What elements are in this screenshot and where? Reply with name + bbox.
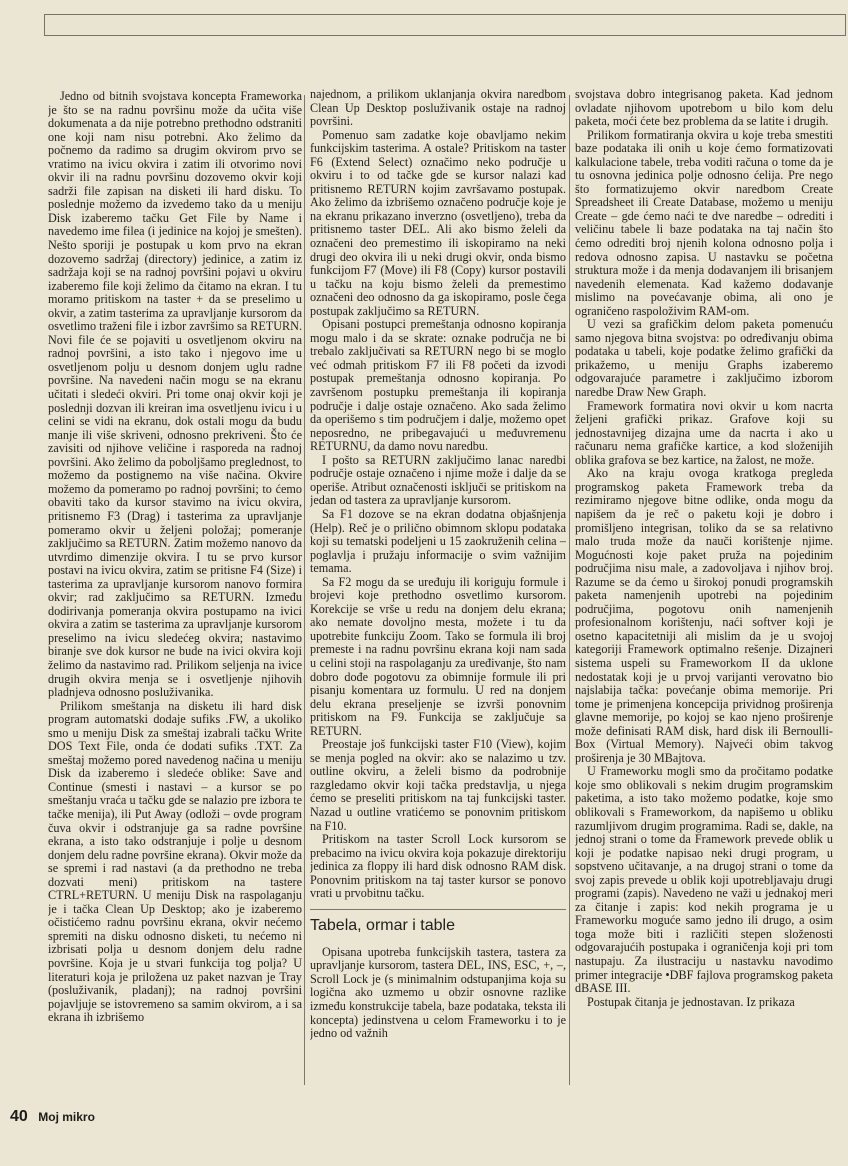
paragraph: Jedno od bitnih svojstava koncepta Frameworka je što se na radnu površinu može da učita više dokumenata a da nije potrebno prethodno odstraniti one koji nam nisu potrebni. Ako želimo da počnemo da radimo sa drugim okvirom prvo se vratimo na ivicu okvira i zatim ili otvorimo novi okvir ili na radnu površinu dozovemo okvir koji sadrži file zapisan na disketi ili hard disku. To poslednje možemo da izvedemo tako da u meniju Disk izaberemo tačku Get File by Name i navedemo ime filea (i jedinice na kojoj je smešten). Nešto sporiji je postupak u kom prvo na ekran dozovemo sadržaj (directory) jedinice, a zatim iz sadržaja koji se na radnoj površini pojavi u okviru izaberemo file koji želimo da čitamo na ekran. I tu moramo pritiskom na taster + da se preselimo u okvir, a zatim tasterima za upravljanje kursorom da osvetlimo traženi file i izbor završimo sa RETURN. Novi file će se pojaviti u osvetljenom okviru na radnoj površini, a isto tako i njegovo ime u osvetljenom polju u desnom donjem uglu radne površine. Na navedeni način mogu se na ekranu učitati i sledeći okviri. Pri tome onaj okvir koji je poslednji dozvan ili kreiran ima osvetljenu ivicu i u celini se vidi na ekranu, dok ostali mogu da budu manje ili više skriveni, odnosno prekriveni. Što će zavisiti od njihove veličine i rasporeda na radnoj površini. Ako želimo da poboljšamo preglednost, to možemo da postignemo na više načina. Okvire možemo da pomeramo po radnoj površini; to ćemo obaviti tako da kursor stavimo na ivicu okvira, pritisnemo F3 (Drag) i tasterima za upravljanje pomeramo okvir u željeni položaj; pomeranje zaključimo sa RETURN. Zatim možemo nanovo da utvrdimo dimenzije okvira. I tu se prvo kursor postavi na ivicu okvira, zatim se pritisne F4 (Size) i tasterima za upravljanje kursorom nanovo formira okvir; rad zaključimo sa RETURN. Između dodirivanja pomeranja okvira postupamo na ivici okvira a zatim se tasterima za upravljanje kursorom preselimo na ivicu sledećeg okvira; nastavimo biranje sve dok kursor ne bude na ivici okvira koji želimo da nastavimo rad. Prilikom seljenja na ivice drugih okvira menja se i osvetljenje njihovih pladnjeva odnosno posluživanika. <box>48 90 302 700</box>
paragraph: Opisana upotreba funkcijskih tastera, tastera za upravljanje kursorom, tastera DEL, INS, ESC, +, –, Scroll Lock je (s minimalnim odstupanjima koja su logična ako uzmemo u obzir osnovne razlike između konstrukcije tabela, baze podataka, teksta ili koncepta) jedinstvena u celom Frameworku i to je jedno od važnih <box>310 944 566 1041</box>
column-rule <box>569 95 570 1085</box>
paragraph: svojstava dobro integrisanog paketa. Kad jednom ovladate njihovom upotrebom u bilo kom delu paketa, moći ćete bez problema da se latite i drugih. <box>575 88 833 129</box>
paragraph: Prilikom formatiranja okvira u koje treba smestiti baze podataka ili onih u koje ćemo formatizovati kalkulacione tabele, treba voditi računa o tome da je tu osnovna jedinica polje odnosno ćelija. Pre nego što formatizujemo okvir naredbom Create Spreadsheet ili Create Database, možemo u meniju Create – gde ćemo naći te dve naredbe – odrediti i veličinu tabele li baze podataka na taj način što ćemo odrediti broj njenih kolona odnosno polja i redova odnosno zapisa. U nastavku se početna struktura može i da menja dodavanjem ili brisanjem navedenih elemenata. Kad kažemo dodavanje mislimo na povećavanje obima, ali ono je ograničeno raspoloživim RAM-om. <box>575 127 833 318</box>
paragraph: U vezi sa grafičkim delom paketa pomenuću samo njegova bitna svojstva: po određivanju obima podataka u tabeli, koje podatke želimo grafički da prikažemo, u meniju Graphs izaberemo odgovarajuće parametre i zaključimo izborom naredbe Draw New Graph. <box>575 317 833 400</box>
paragraph: Prilikom smeštanja na disketu ili hard disk program automatski dodaje sufiks .FW, a ukoliko smo u meniju Disk za smeštaj izabrali tačku Write DOS Text File, onda će dodati sufiks .TXT. Za smeštaj možemo pored navedenog načina u meniju Disk da izaberemo i sledeće oblike: Save and Continue (smesti i nastavi – a kursor se po smeštanju vraća u tačku gde se nalazio pre izbora te tačke menija), ili Put Away (odloži – ovde program čuva okvir i odstranjuje ga sa radne površine ekrana, a isto tako odstranjuje i polje u desnom donjem delu radne površine ekrana). Okvir može da se spremi i rad nastavi (a da prethodno ne treba dozvati meni) pritiskom na tastere CTRL+RETURN. U meniju Disk na raspolaganju je i tačka Clean Up Desktop; ako je izaberemo očistićemo radnu površinu ekrana, okvir nećemo spremiti na disku odnosno disketi, tu nećemo ni izbrisati polja u desnom donjem delu radne površine. Koja je u stvari funkcija tog polja? U literaturi koja je priložena uz paket nazvan je Tray (posluživanik, pladanj); na radnoj površini pojavljuje se istovremeno sa samim okvirom, a i sa ekrana ih izbrišemo <box>48 698 302 1025</box>
paragraph: Sa F2 mogu da se uređuju ili koriguju formule i brojevi koje prethodno osvetlimo kursorom. Korekcije se vrše u redu na donjem delu ekrana; ako nemate dovoljno mesta, možete i tu da upotrebite funkciju Zoom. Tako se formula ili broj premeste i na radnu površinu ekrana koji nam sada u celini stoji na raspolaganju za uređivanje, što nam dobro dođe pogotovu za obimnije formule ili pri pisanju komentara uz formulu. U red na donjem delu ekrana preseljenje se izvrši ponovnim pritiskom na F9. Funkcija se zaključuje sa RETURN. <box>310 574 566 738</box>
header-box <box>44 14 846 36</box>
column-1 <box>48 90 302 1098</box>
paragraph: Sa F1 dozove se na ekran dodatna objašnjenja (Help). Reč je o prilično obimnom sklopu podataka koji su tematski podeljeni u 15 zaokruženih celina – poglavlja i pružaju informacije o svim važnijim temama. <box>310 506 566 576</box>
paragraph: Postupak čitanja je jednostavan. Iz prikaza <box>587 994 795 1009</box>
paragraph: U Frameworku mogli smo da pročitamo podatke koje smo oblikovali s nekim drugim programskim paketima, a isto tako možemo podatke, koje smo oblikovali s Frameworkom, da napišemo u obliku razumljivom drugim programima. Radi se, dakle, na jednoj strani o tome da Framework prevede oblik u koji je podatke napisao neki drugi program, u sopstveno učitavanje, a na drugoj strani o tome da svoj zapis prevede u oblik koji upotrebljavaju drugi programi (zapis). Navedeno ne važi u jednakoj meri za čitanje i zapis: kod nekih programa je u Frameworku moguće samo jedno ili drugo, a osim toga može biti i različiti stepen složenosti odgovarajućih postupaka i ograničenja koji pri tom nastupaju. Za ilustraciju u nastavku navodimo primer integracije •DBF fajlova programskog paketa dBASE III. <box>575 764 833 996</box>
page-footer <box>10 1108 95 1126</box>
paragraph: Pritiskom na taster Scroll Lock kursorom se prebacimo na ivicu okvira koja pokazuje direktoriju jedinica za floppy ili hard disk odnosno RAM disk. Ponovnim pritiskom na taj taster kursor se ponovo vrati u prvobitnu tačku. <box>310 832 566 901</box>
paragraph: najednom, a prilikom uklanjanja okvira naredbom Clean Up Desktop posluživanik ostaje na radnoj površini. <box>310 88 566 129</box>
paragraph: Framework formatira novi okvir u kom nacrta željeni grafički prikaz. Grafove koji su jednostavnijeg dizajna ume da nacrta i ako u računaru nema grafičke kartice, a kod složenijih oblika grafova se bez kartice, na žalost, ne može. <box>575 398 833 467</box>
paragraph: Opisani postupci premeštanja odnosno kopiranja mogu malo i da se skrate: oznake područja ne bi trebalo zaključivati sa RETURN nego bi se moglo već odmah pritiskom F7 ili F8 početi da izvodi postupak premeštanja odnosno kopiranja. Po završenom postupku premeštanja ili kopiranja područje i dalje ostaje označeno. Ako sada želimo da operišemo s tim područjem i dalje, možemo opet neposredno, ne pribegavajući u međuvremenu RETURNU, da damo novu naredbu. <box>310 317 566 454</box>
section-heading: Tabela, ormar i table <box>310 909 566 936</box>
paragraph: Ako na kraju ovoga kratkoga pregleda programskog paketa Framework treba da rezimiramo njegove bitne odlike, onda mogu da napišem da je reč o paketu koji je dobro i promišljeno integrisan, toliko da se sa relativno malo truda može da nauči korištenje njime. Mogućnosti koje paket pruža na pojedinim područjima nisu male, a zadovoljava i njihov broj. Razume se da ćemo u širokoj ponudi programskih paketa namenjenih upotrebi na pojedinim područjima, pogotovu onih namenjenih profesionalnom korištenju, naći softver koji je osetno kapacitetniji ali mislim da je u svojoj kategoriji Framework optimalno rešenje. Dizajneri sistema uspeli su Frameworkom II da uklone nedostatak koji je u prvoj varijanti verovatno bio najslabija tačka: povećanje obima memorije. Pri tome je primenjena koncepcija prividnog proširenja glavne memorije, po kojoj se kao njeno proširenje može definisati RAM disk, hard disk ili Bernoulli-Box (Virtual Memory). Najveći obim takvog proširenja je 30 MBajtova. <box>575 466 833 765</box>
paragraph: Pomenuo sam zadatke koje obavljamo nekim funkcijskim tasterima. A ostale? Pritiskom na taster F6 (Extend Select) označimo neko područje u okviru i to od tačke gde se kursor nalazi kad pritisnemo RETURN kojim završavamo postupak. Ako želimo da izbrišemo označeno područje koje je na ekranu prikazano inverzno (osvetljeno), treba da pritisnemo taster DEL. Ali ako bismo želeli da označeni deo premestimo ili iskopiramo na neki drugi deo okvira ili u neki drugi okvir, onda bismo funkcijom F7 (Move) ili F8 (Copy) kursor postavili u tačku na koju bismo želeli da premestimo označeni deo odnosno da ga iskopiramo, posle čega postupak zaključimo sa RETURN. <box>310 127 566 318</box>
page-number: 40 <box>10 1108 28 1125</box>
paragraph: Preostaje još funkcijski taster F10 (View), kojim se menja pogled na okvir: ako se nalazimo u tzv. outline okviru, a želeli bismo da podrobnije razgledamo okvir koji tačka predstavlja, u njega ćemo se preseliti pritiskom na taj funkcijski taster. Nazad u outline vratićemo se ponovnim pritiskom na F10. <box>310 737 566 833</box>
column-3 <box>575 88 833 1096</box>
paragraph: I pošto sa RETURN zaključimo lanac naredbi područje ostaje označeno i njime može i dalje da se operiše. Atribut označenosti isključi se pritiskom na jedan od tastera za upravljanje kursorom. <box>310 452 566 508</box>
magazine-name: Moj mikro <box>38 1110 95 1124</box>
column-2 <box>310 88 566 1096</box>
column-rule <box>304 95 305 1085</box>
